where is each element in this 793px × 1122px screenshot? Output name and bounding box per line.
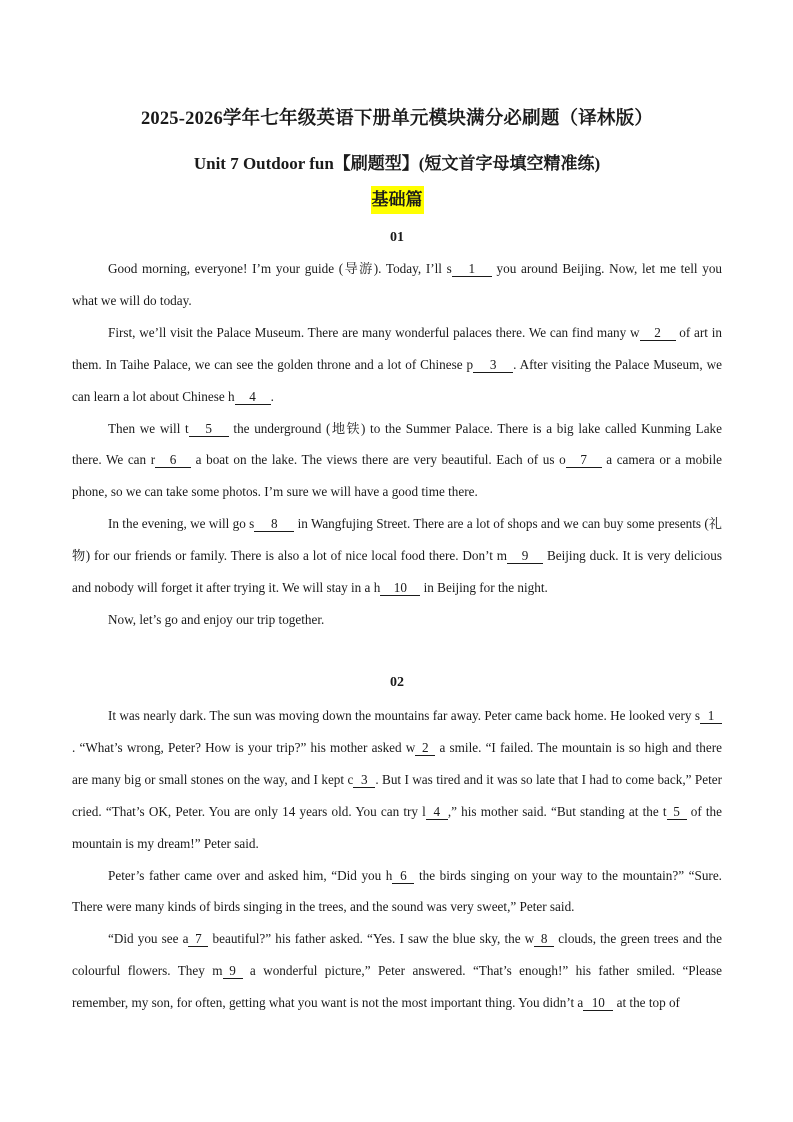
blank-9: 9 xyxy=(507,548,543,564)
blank-2: 2 xyxy=(640,325,676,341)
text-run: . “What’s wrong, Peter? How is your trip?” his mother asked w xyxy=(72,739,416,755)
blank-3: 3 xyxy=(353,772,375,788)
text-run: the underground (地铁) to the Summer Palace. There is a big lake called Kunming Lake there. We can r xyxy=(72,420,723,468)
text-run: In the evening, we will go s xyxy=(108,516,255,532)
paragraph xyxy=(72,508,722,604)
text-run: . But I was tired and it was so late that I had to come back,” Peter cried. “That’s OK, Peter. You are only 14 years old. You can try l xyxy=(72,771,723,819)
blank-5: 5 xyxy=(667,804,687,820)
blank-7: 7 xyxy=(566,452,602,468)
text-run: Good morning, everyone! I’m your guide (导游). Today, I’ll s xyxy=(108,261,452,276)
blank-8: 8 xyxy=(254,516,294,532)
blank-2: 2 xyxy=(415,740,435,756)
paragraph xyxy=(72,923,722,1019)
section-number-01: 01 xyxy=(390,230,404,245)
text-run: of art in them. In Taihe Palace, we can see the golden throne and a lot of Chinese p xyxy=(72,324,722,372)
paragraph xyxy=(72,413,722,509)
page-title: 2025-2026学年七年级英语下册单元模块满分必刷题（译林版） xyxy=(140,109,654,129)
text-run: . After visiting the Palace Museum, we can learn a lot about Chinese h xyxy=(72,356,722,404)
text-run: a wonderful picture,” Peter answered. “That’s enough!” his father smiled. “Please remember, my son, for often, getting what you want is not the most important thing. You didn’t a xyxy=(72,963,722,1011)
paragraph xyxy=(72,700,722,860)
blank-10: 10 xyxy=(380,580,420,596)
page-subtitle: Unit 7 Outdoor fun【刷题型】(短文首字母填空精准练) xyxy=(193,154,601,173)
text-run: First, we’ll visit the Palace Museum. There are many wonderful palaces there. We can find many w xyxy=(108,324,640,340)
blank-4: 4 xyxy=(426,804,448,820)
blank-1: 1 xyxy=(452,261,492,277)
text-run: “Did you see a xyxy=(108,931,189,947)
blank-6: 6 xyxy=(392,868,414,884)
passage-02 xyxy=(72,700,722,1019)
blank-10: 10 xyxy=(583,995,613,1011)
text-run: It was nearly dark. The sun was moving down the mountains far away. Peter came back home. He looked very s xyxy=(108,708,700,723)
paragraph: Now, let’s go and enjoy our trip together. xyxy=(108,611,325,627)
blank-1: 1 xyxy=(700,708,722,724)
text-run: ,” his mother said. “But standing at the t xyxy=(447,803,667,819)
blank-7: 7 xyxy=(188,931,208,947)
text-run: . xyxy=(270,388,274,404)
text-run: clouds, the green trees and the colourful flowers. They m xyxy=(72,931,723,979)
paragraph xyxy=(72,253,722,317)
level-heading xyxy=(72,186,722,214)
paragraph xyxy=(72,860,722,924)
blank-5: 5 xyxy=(189,421,229,437)
text-run: Then we will t xyxy=(108,420,189,436)
section-number-02: 02 xyxy=(390,675,404,690)
text-run: at the top of xyxy=(613,995,680,1011)
paragraph xyxy=(72,317,722,413)
text-run: beautiful?” his father asked. “Yes. I saw the blue sky, the w xyxy=(208,931,535,947)
passage-01 xyxy=(72,253,722,636)
blank-3: 3 xyxy=(473,357,513,373)
text-run: the birds singing on your way to the mountain?” “Sure. There were many kinds of birds singing in the trees, and the sound was very sweet,” Peter said. xyxy=(72,867,722,915)
text-run: of the mountain is my dream!” Peter said. xyxy=(72,803,722,851)
blank-8: 8 xyxy=(534,931,554,947)
level-highlight: 基础篇 xyxy=(371,186,424,214)
text-run: Beijing duck. It is very delicious and nobody will forget it after trying it. We will stay in a h xyxy=(72,548,722,596)
blank-6: 6 xyxy=(155,452,191,468)
text-run: in Beijing for the night. xyxy=(420,580,548,596)
text-run: Peter’s father came over and asked him, “Did you h xyxy=(108,867,393,883)
text-run: you around Beijing. Now, let me tell you what we will do today. xyxy=(72,261,723,308)
text-run: a boat on the lake. The views there are very beautiful. Each of us o xyxy=(191,452,566,468)
text-run: a camera or a mobile phone, so we can take some photos. I’m sure we will have a good time there. xyxy=(72,452,722,500)
blank-4: 4 xyxy=(235,389,271,405)
blank-9: 9 xyxy=(223,963,243,979)
text-run: in Wangfujing Street. There are a lot of shops and we can buy some presents (礼物) for our friends or family. There is also a lot of nice local food there. Don’t m xyxy=(72,516,722,564)
text-run: a smile. “I failed. The mountain is so high and there are many big or small stones on the way, and I kept c xyxy=(72,739,722,787)
